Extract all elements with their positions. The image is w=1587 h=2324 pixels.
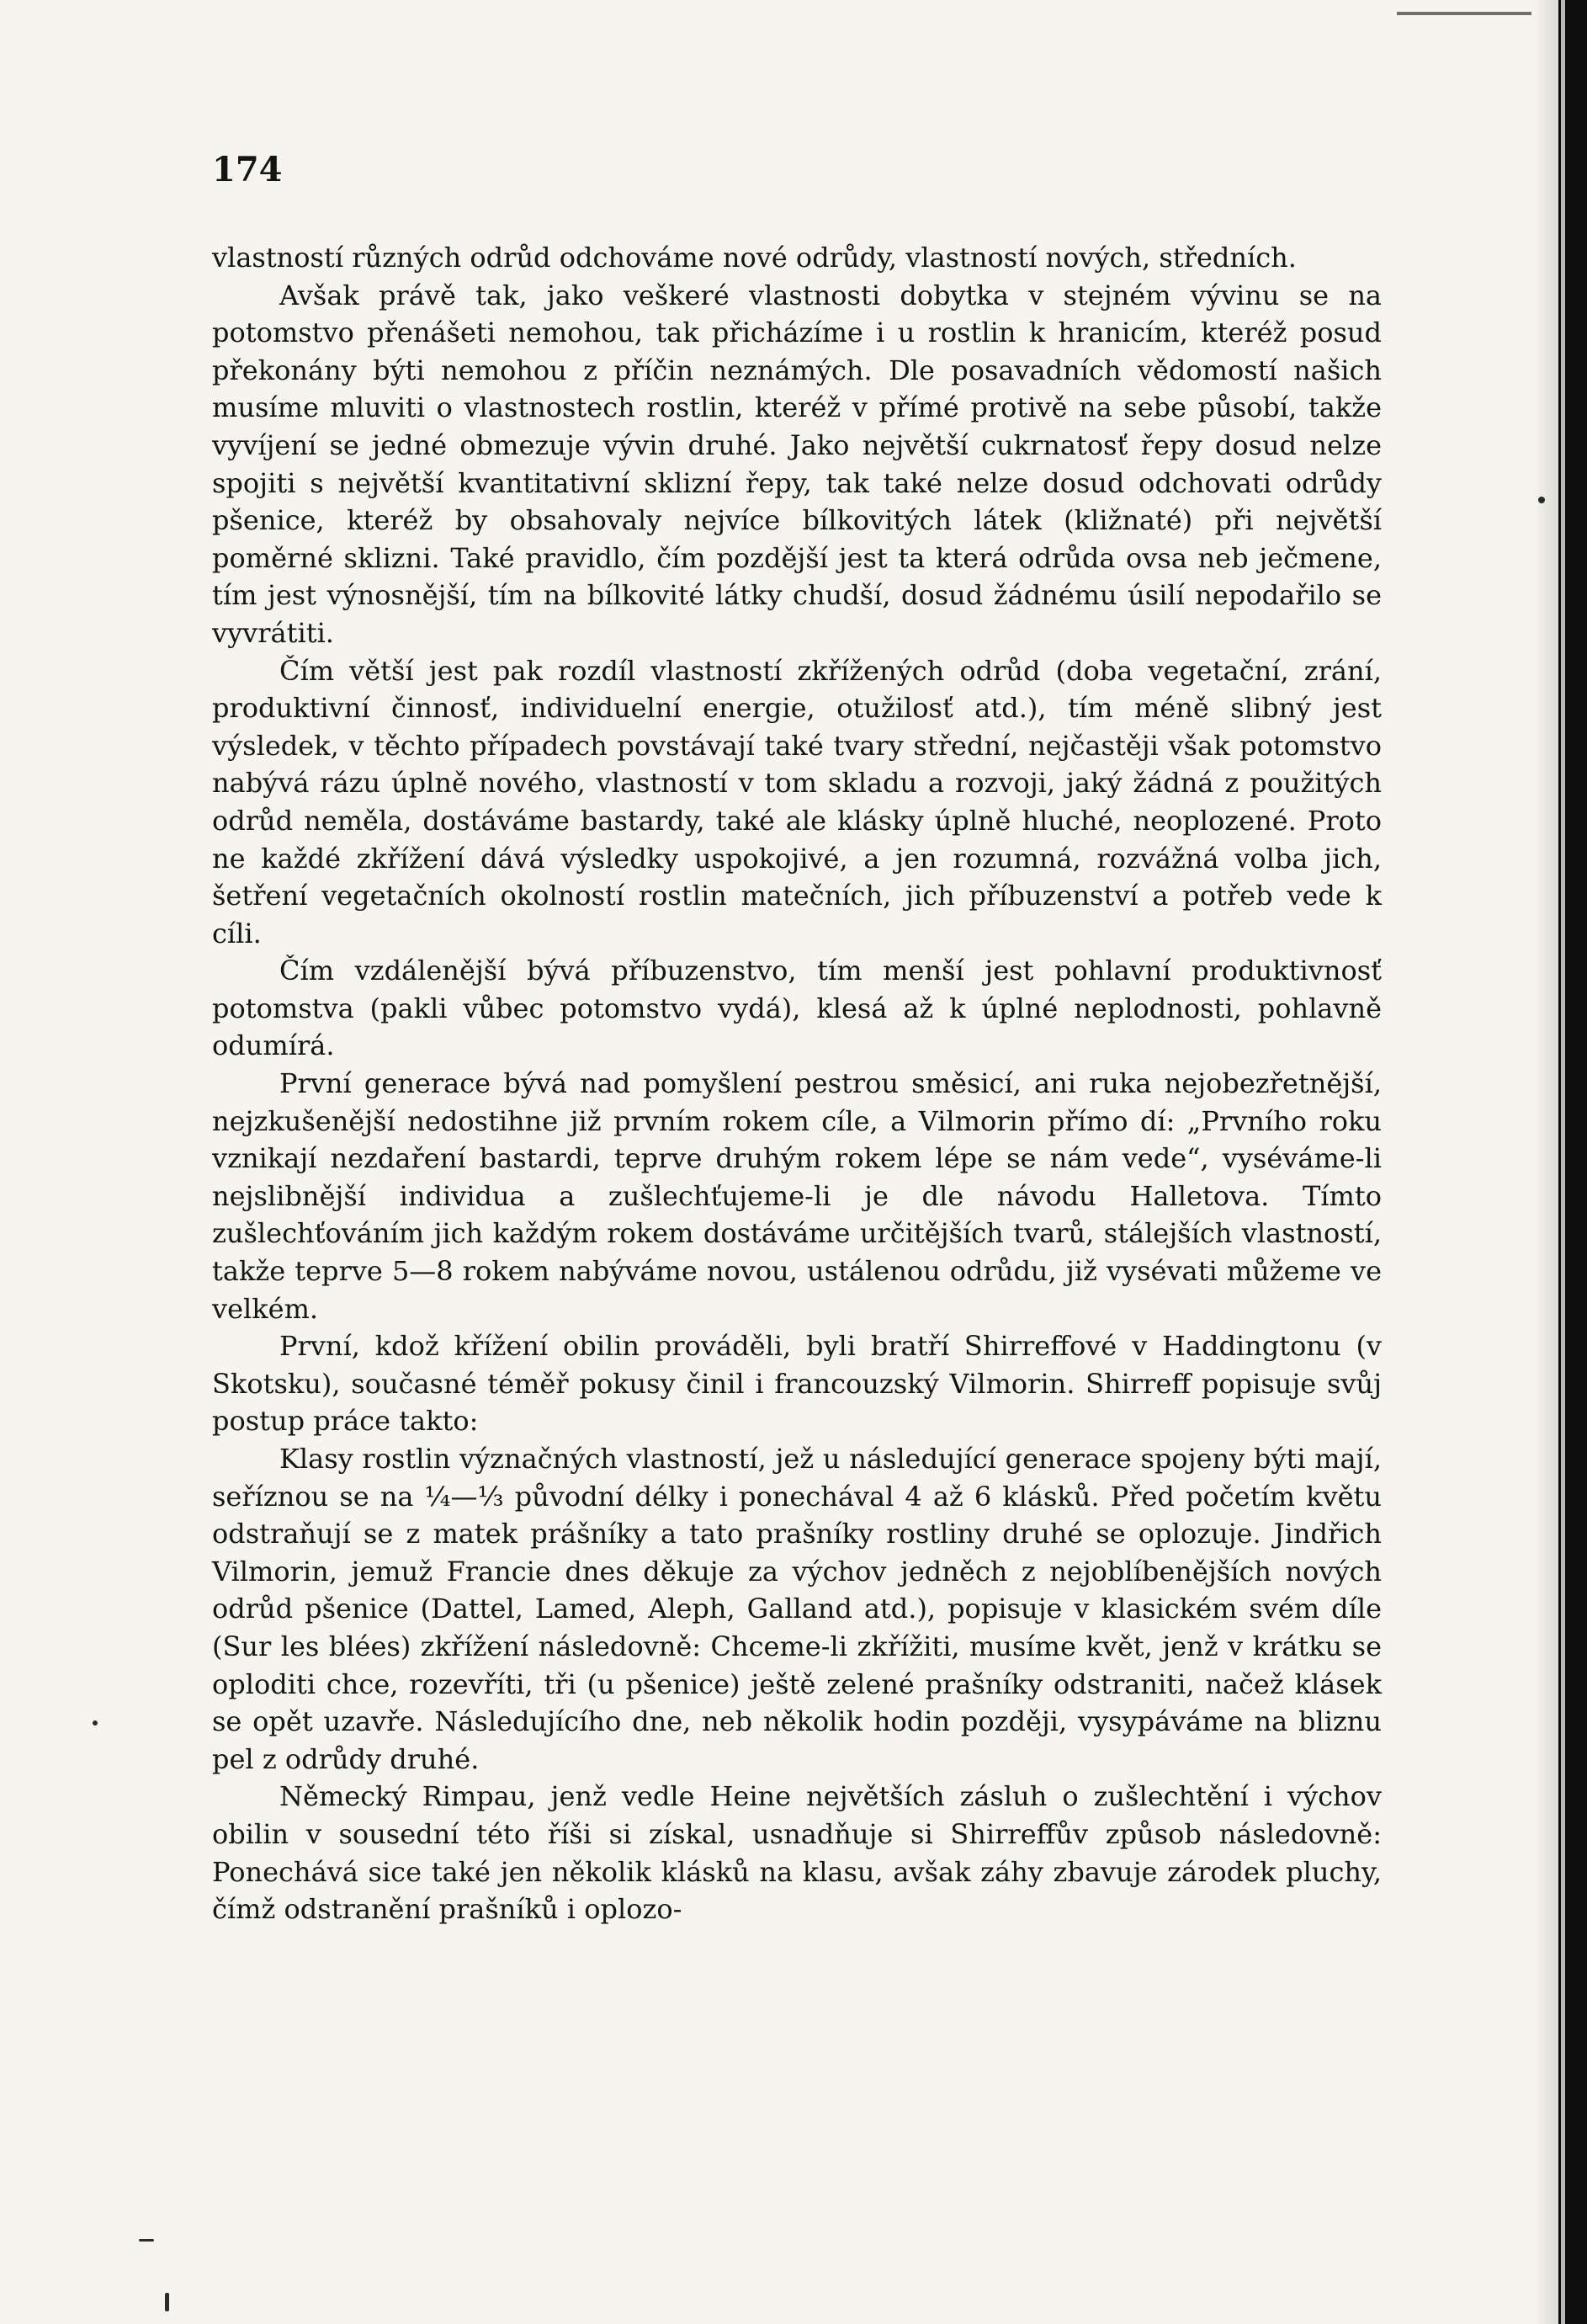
paragraph: Německý Rimpau, jenž vedle Heine největších zásluh o zušlechtění i výchov obilin v sousední této říši si získal, usnadňuje si Shirreffův způsob následovně: Ponechává sice také jen několik klásků na klasu, avšak záhy zbavuje zárodek pluchy, čímž odstranění prašníků i oplozo- <box>212 1780 1382 1926</box>
paragraph: Čím vzdálenější bývá příbuzenstvo, tím menší jest pohlavní produktivnosť potomstva (pakli vůbec potomstvo vydá), klesá až k úplné neplodnosti, pohlavně odumírá. <box>212 955 1382 1062</box>
scan-speck <box>1538 497 1545 503</box>
paragraph: Čím větší jest pak rozdíl vlastností zkřížených odrůd (doba vegetační, zrání, produktivní činnosť, individuelní energie, otužilosť atd.), tím méně slibný jest výsledek, v těchto případech povstávají také tvary střední, nejčastěji však potomstvo nabývá rázu úplně nového, vlastností v tom skladu a rozvoji, jaký žádná z použitých odrůd neměla, dostáváme bastardy, také ale klásky úplně hluché, neoplozené. Proto ne každé zkřížení dává výsledky uspokojivé, a jen rozumná, rozvážná volba jich, šetření vegetačních okolností rostlin matečních, jich příbuzenství a potřeb vede k cíli. <box>212 654 1382 949</box>
body-text <box>212 239 1382 1928</box>
fraction-one-third: ⅓ <box>477 1480 504 1513</box>
scan-edge-mark <box>1397 12 1531 15</box>
page-fold-edge <box>1561 0 1565 2324</box>
paragraph: První generace bývá nad pomyšlení pestrou směsicí, ani ruka nejobezřetnější, nejzkušenější nedostihne již prvním rokem cíle, a Vilmorin přímo dí: „Prvního roku vznikají nezdaření bastardi, teprve druhým rokem lépe se nám vede“, vyséváme-li nejslibnější individua a zušlechťujeme-li je dle návodu Halletova. Tímto zušlechťováním jich každým rokem dostáváme určitějších tvarů, stálejších vlastností, takže teprve 5—8 rokem nabýváme novou, ustálenou odrůdu, již vysévati můžeme ve velkém. <box>212 1067 1382 1325</box>
paragraph <box>212 1440 1382 1778</box>
scan-speck <box>93 1720 98 1726</box>
paragraph-text: původní délky i ponechával 4 až 6 klásků. Před početím květu odstraňují se z matek prášníky a tato prašníky rostliny druhé se oplozuje. Jindřich Vilmorin, jemuž Francie dnes děkuje za výchov jedněch z nejoblíbenějších nových odrůd pšenice (Dattel, Lamed, Aleph, Galland atd.), popisuje v klasickém svém díle (Sur les blées) zkřížení následovně: Chceme-li zkřížiti, musíme květ, jenž v krátku se oploditi chce, rozevříti, tři (u pšenice) ještě zelené prašníky odstraniti, načež klásek se opět uzavře. Následujícího dne, neb několik hodin později, vysypáváme na bliznu pel z odrůdy druhé. <box>212 1480 1383 1775</box>
scan-speck <box>165 2293 169 2311</box>
fraction-one-quarter: ¼ <box>424 1480 451 1513</box>
page-number: 174 <box>212 150 283 189</box>
paragraph: vlastností různých odrůd odchováme nové odrůdy, vlastností nových, středních. <box>212 242 1297 274</box>
paragraph-text: Klasy rostlin význačných vlastností, jež u následující generace spojeny býti mají, seříznou se na <box>212 1443 1382 1513</box>
scan-speck <box>139 2239 154 2242</box>
fraction-dash: — <box>450 1480 478 1513</box>
paragraph: První, kdož křížení obilin prováděli, byli bratří Shirreffové v Haddingtonu (v Skotsku), současné téměř pokusy činil i francouzský Vilmorin. Shirreff popisuje svůj postup práce takto: <box>212 1330 1382 1438</box>
paragraph: Avšak právě tak, jako veškeré vlastnosti dobytka v stejném vývinu se na potomstvo přenášeti nemohou, tak přicházíme i u rostlin k hranicím, kteréž posud překonány býti nemohou z příčin neznámých. Dle posavadních vědomostí našich musíme mluviti o vlastnostech rostlin, kteréž v přímé protivě na sebe působí, takže vyvíjení se jedné obmezuje vývin druhé. Jako největší cukrnatosť řepy dosud nelze spojiti s největší kvantitativní sklizní řepy, tak také nelze dosud odchovati odrůdy pšenice, kteréž by obsahovaly nejvíce bílkovitých látek (kližnaté) při největší poměrné sklizni. Také pravidlo, čím pozdější jest ta která odrůda ovsa neb ječmene, tím jest výnosnější, tím na bílkovité látky chudší, dosud žádnému úsilí nepodařilo se vyvrátiti. <box>212 279 1382 649</box>
